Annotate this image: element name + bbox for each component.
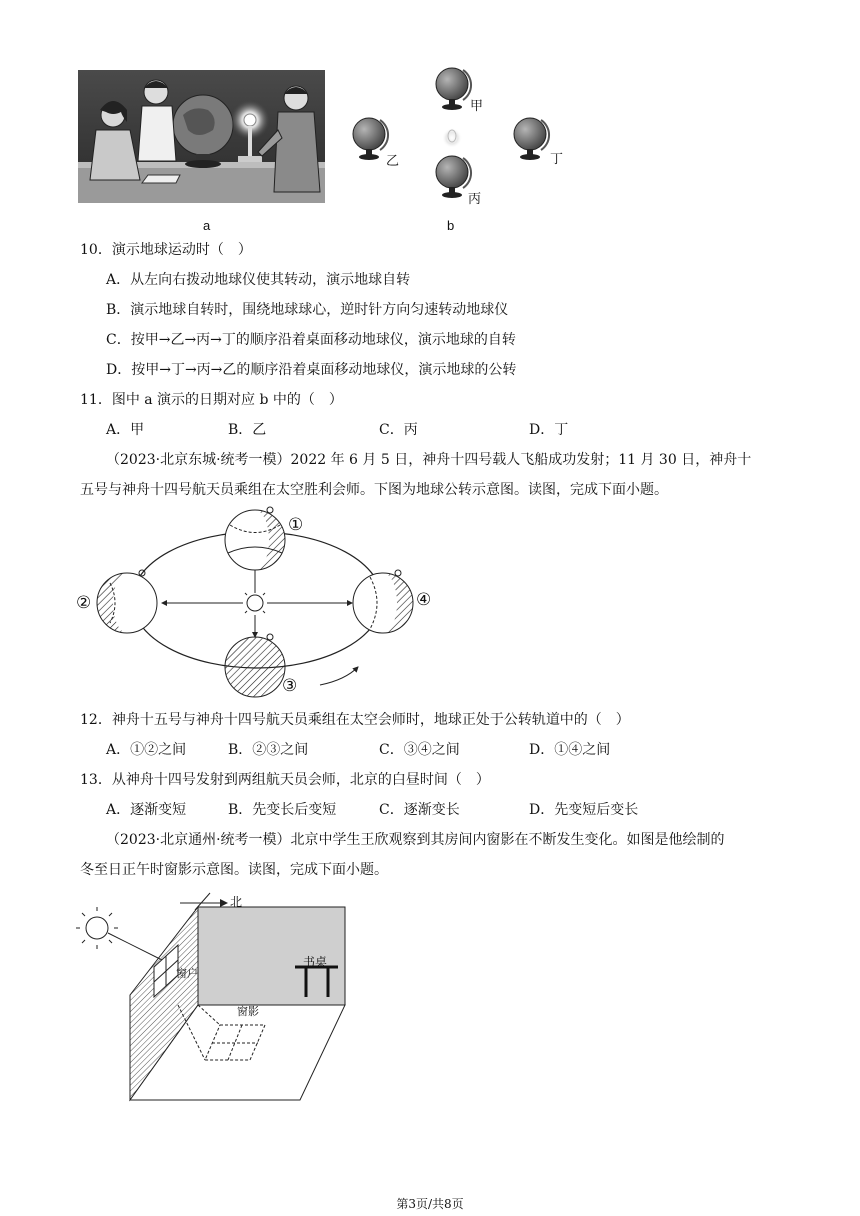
revolution-direction-arrow — [320, 667, 358, 685]
q13-stem: 13．从神舟十四号发射到两组航天员会师，北京的白昼时间（ ） — [80, 772, 490, 788]
figure-a-photo — [78, 70, 325, 203]
orbit-label-3: ③ — [282, 676, 298, 695]
globe-ding-icon — [514, 118, 549, 160]
q11-stem: 11．图中 a 演示的日期对应 b 中的（ ） — [80, 392, 343, 408]
globe-yi-icon — [353, 118, 388, 160]
figure-b-caption: b — [447, 218, 455, 233]
q10-option-d: D．按甲→丁→丙→乙的顺序沿着桌面移动地球仪，演示地球的公转 — [106, 362, 517, 378]
q13-option-b: B．先变长后变短 — [228, 802, 337, 818]
globe-label-yi: 乙 — [386, 153, 400, 168]
lamp-bulb-icon — [442, 128, 462, 148]
window-label: 窗户 — [176, 968, 198, 980]
orbit-globe-1 — [225, 507, 285, 570]
sun-icon — [76, 907, 118, 949]
q13-option-a: A．逐渐变短 — [106, 802, 187, 818]
intro2-line2: 五号与神舟十四号航天员乘组在太空胜利会师。下图为地球公转示意图。读图，完成下面小题。 — [80, 482, 668, 498]
orbit-globe-2 — [97, 570, 157, 633]
orbit-label-2: ② — [76, 593, 92, 612]
q10-option-a: A．从左向右拨动地球仪使其转动，演示地球自转 — [106, 272, 411, 288]
intro2-line1: （2023·北京东城·统考一模）2022 年 6 月 5 日，神舟十四号载人飞船成功发射；11 月 30 日，神舟十 — [106, 452, 752, 468]
globe-bing-icon — [436, 156, 471, 198]
globe-label-jia: 甲 — [470, 98, 484, 113]
desk-label: 书桌 — [303, 955, 328, 969]
orbit-label-1: ① — [288, 515, 304, 534]
q10-option-c: C．按甲→乙→丙→丁的顺序沿着桌面移动地球仪，演示地球的自转 — [106, 332, 516, 348]
q12-option-c: C．③④之间 — [379, 742, 460, 758]
q10-option-b: B．演示地球自转时，围绕地球球心，逆时针方向匀速转动地球仪 — [106, 302, 509, 318]
globe-jia-icon — [436, 68, 471, 110]
q12-option-a: A．①②之间 — [106, 742, 187, 758]
orbit-label-4: ④ — [416, 590, 432, 609]
q11-option-a: A．甲 — [106, 422, 145, 438]
globe-label-bing: 丙 — [468, 191, 482, 206]
room-figure — [70, 885, 360, 1110]
intro3-line2: 冬至日正午时窗影示意图。读图，完成下面小题。 — [80, 862, 388, 878]
orbit-globe-3 — [225, 634, 285, 697]
q13-option-d: D．先变短后变长 — [529, 802, 639, 818]
q12-option-b: B．②③之间 — [228, 742, 309, 758]
figure-a-caption: a — [203, 218, 211, 233]
q13-option-c: C．逐渐变长 — [379, 802, 460, 818]
q11-option-d: D．丁 — [529, 422, 569, 438]
orbit-globe-4 — [353, 570, 413, 633]
q12-stem: 12．神舟十五号与神舟十四号航天员乘组在太空会师时，地球正处于公转轨道中的（ ） — [80, 712, 630, 728]
globe-label-ding: 丁 — [550, 151, 564, 166]
q11-option-c: C．丙 — [379, 422, 418, 438]
q11-option-b: B．乙 — [228, 422, 267, 438]
q12-option-d: D．①④之间 — [529, 742, 611, 758]
q10-stem: 10．演示地球运动时（ ） — [80, 242, 252, 258]
shadow-label: 窗影 — [237, 1006, 259, 1018]
orbit-figure — [70, 505, 450, 700]
page-number: 第3页/共8页 — [396, 1197, 464, 1211]
north-label: 北 — [230, 895, 243, 909]
intro3-line1: （2023·北京通州·统考一模）北京中学生王欣观察到其房间内窗影在不断发生变化。如图是他绘制的 — [106, 832, 725, 848]
